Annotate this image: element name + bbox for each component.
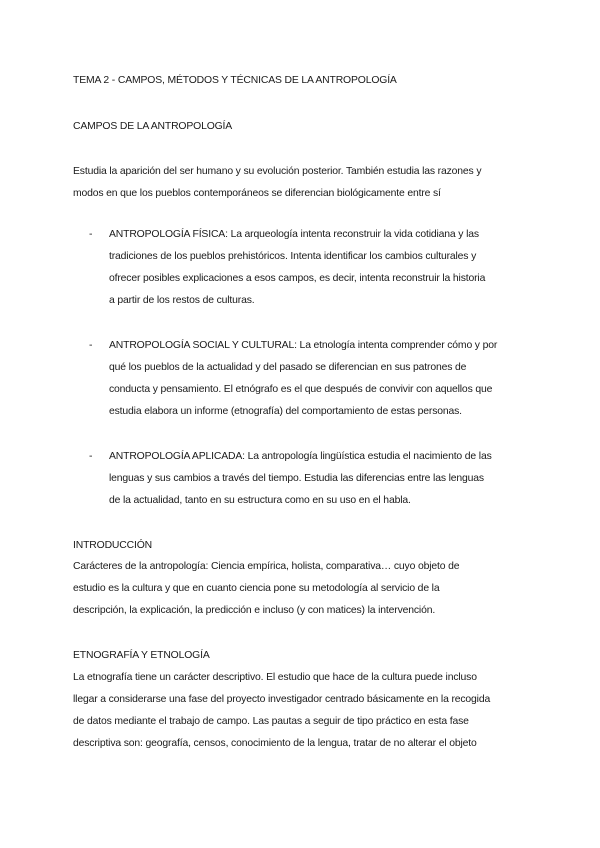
paragraph-line: La etnografía tiene un carácter descriptivo. El estudio que hace de la cultura puede incluso — [73, 672, 477, 683]
document-title: TEMA 2 - CAMPOS, MÉTODOS Y TÉCNICAS DE LA ANTROPOLOGÍA — [73, 75, 397, 86]
bullet-marker: - — [89, 229, 93, 240]
bullet-line: a partir de los restos de culturas. — [109, 295, 255, 306]
paragraph-line: Carácteres de la antropología: Ciencia empírica, holista, comparativa… cuyo objeto de — [73, 561, 460, 572]
section-heading-introduccion: INTRODUCCIÓN — [73, 540, 153, 551]
bullet-line: de la actualidad, tanto en su estructura como en su uso en el habla. — [109, 495, 411, 506]
bullet-line: ofrecer posibles explicaciones a esos campos, es decir, intenta reconstruir la historia — [109, 273, 486, 284]
bullet-line: qué los pueblos de la actualidad y del pasado se diferencian en sus patrones de — [109, 362, 467, 373]
bullet-line: tradiciones de los pueblos prehistóricos. Intenta identificar los cambios culturales y — [109, 251, 477, 262]
bullet-line: ANTROPOLOGÍA SOCIAL Y CULTURAL: La etnología intenta comprender cómo y por — [109, 340, 498, 351]
paragraph-line: Estudia la aparición del ser humano y su evolución posterior. También estudia las razones y — [73, 166, 482, 177]
bullet-line: ANTROPOLOGÍA FÍSICA: La arqueología intenta reconstruir la vida cotidiana y las — [109, 229, 479, 240]
bullet-line: conducta y pensamiento. El etnógrafo es el que después de convivir con aquellos que — [109, 384, 493, 395]
bullet-line: ANTROPOLOGÍA APLICADA: La antropología lingüística estudia el nacimiento de las — [109, 451, 492, 462]
paragraph-line: estudio es la cultura y que en cuanto ciencia pone su metodología al servicio de la — [73, 583, 440, 594]
paragraph-line: de datos mediante el trabajo de campo. Las pautas a seguir de tipo práctico en esta fase — [73, 716, 469, 727]
bullet-line: estudia elabora un informe (etnografía) del comportamiento de estas personas. — [109, 406, 462, 417]
bullet-line: lenguas y sus cambios a través del tiempo. Estudia las diferencias entre las lenguas — [109, 473, 484, 484]
section-heading-campos: CAMPOS DE LA ANTROPOLOGÍA — [73, 121, 233, 132]
bullet-marker: - — [89, 340, 93, 351]
paragraph-line: descripción, la explicación, la predicción e incluso (y con matices) la intervención. — [73, 605, 436, 616]
paragraph-line: modos en que los pueblos contemporáneos se diferencian biológicamente entre sí — [73, 188, 441, 199]
paragraph-line: llegar a considerarse una fase del proyecto investigador centrado básicamente en la recogida — [73, 694, 491, 705]
section-heading-etnografia: ETNOGRAFÍA Y ETNOLOGÍA — [73, 650, 210, 661]
paragraph-line: descriptiva son: geografía, censos, conocimiento de la lengua, tratar de no alterar el objeto — [73, 738, 477, 749]
bullet-marker: - — [89, 451, 93, 462]
